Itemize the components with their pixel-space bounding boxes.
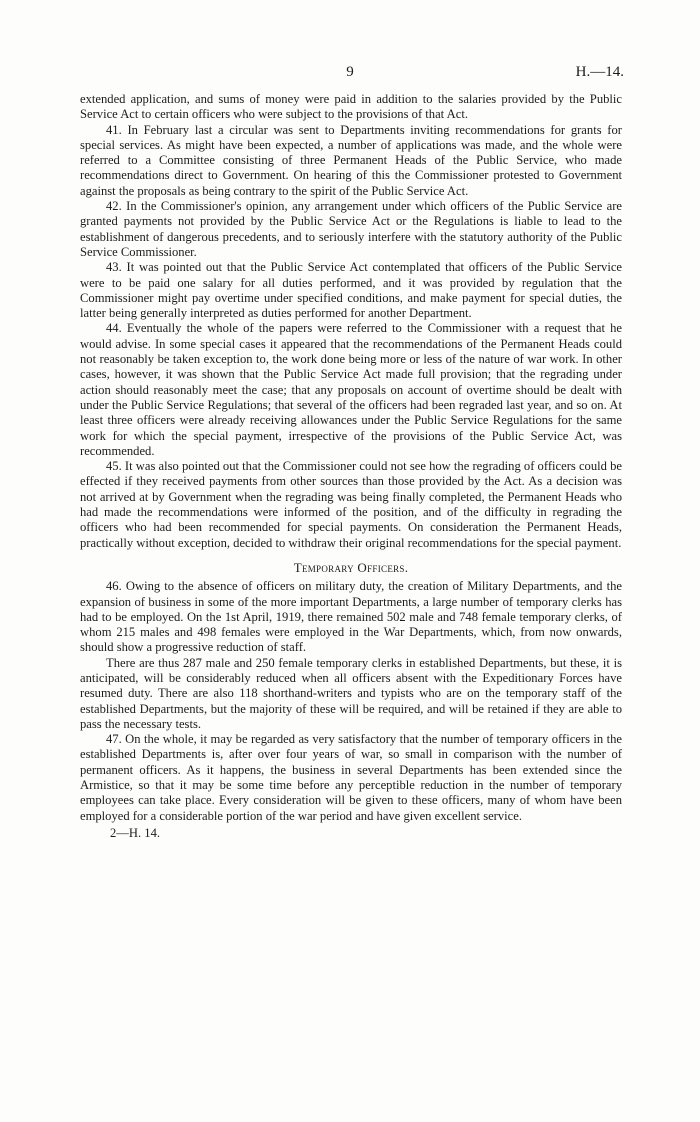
paragraph-43: 43. It was pointed out that the Public Service Act contemplated that officers of the Public Service were to be paid one salary for all duties performed, and it was provided by regulation that the Commissioner might pay overtime under specified conditions, and make payment for special duties, the latter being generally interpreted as duties performed for another Department.: [80, 260, 622, 321]
section-heading: Temporary Officers.: [293, 559, 409, 575]
document-reference: H.—14.: [575, 64, 624, 80]
paragraph-46: 46. Owing to the absence of officers on military duty, the creation of Military Departments, and the expansion of business in some of the more important Departments, a large number of temporary clerks has had to be employed. On the 1st April, 1919, there remained 502 male and 748 female temporary clerks, of whom 215 males and 498 females were employed in the War Departments, which, from now onwards, should show a progressive reduction of staff.: [80, 579, 622, 655]
paragraph-42: 42. In the Commissioner's opinion, any arrangement under which officers of the Public Service are granted payments not provided by the Public Service Act or the Regulations is liable to lead to the establishment of dangerous precedents, and to seriously interfere with the statutory authority of the Public Service Commissioner.: [80, 199, 622, 259]
page-header: [78, 64, 622, 84]
paragraph-44: 44. Eventually the whole of the papers were referred to the Commissioner with a request that he would advise. In some special cases it appeared that the recommendations of the Permanent Heads could not reasonably be taken exception to, the work done being more or less of the nature of war work. In other cases, however, it was shown that the Public Service Act made full provision; that the regrading under action should reasonably meet the case; that any proposals on account of overtime should be dealt with under the Public Service Regulations; that several of the officers had been regraded last year, and so on. At least three officers were already receiving allowances under the Public Service Regulations for the same work for which the special payment, irrespective of the provisions of the Public Service Act, was recommended.: [80, 321, 622, 458]
page-number: 9: [346, 64, 354, 80]
page-signature: 2—H. 14.: [110, 825, 161, 840]
paragraph-47: 47. On the whole, it may be regarded as very satisfactory that the number of temporary officers in the established Departments is, after over four years of war, so small in comparison with the number of permanent officers. As it happens, the business in several Departments has been extended since the Armistice, so that it may be some time before any perceptible reduction in the number of temporary employees can take place. Every consideration will be given to these officers, many of whom have been employed for a considerable portion of the war period and have given excellent service.: [80, 732, 622, 823]
body-text: [80, 92, 622, 841]
paragraph-41: 41. In February last a circular was sent to Departments inviting recommendations for grants for special services. As might have been expected, a number of applications was made, and the whole were referred to a Committee consisting of three Permanent Heads of the Public Service, who made recommendations direct to Government. On hearing of this the Commissioner protested to Government against the proposals as being contrary to the spirit of the Public Service Act.: [80, 122, 622, 198]
paragraph-45: 45. It was also pointed out that the Commissioner could not see how the regrading of officers could be effected if they received payments from other sources than those provided by the Act. As a decision was not arrived at by Government when the regrading was being finally completed, the Permanent Heads who had made the recommendations were informed of the position, and of the difficulty in regrading the officers who had been recommended for special payments. On consideration the Permanent Heads, practically without exception, decided to withdraw their original recommendations for the special payment.: [80, 459, 622, 550]
paragraph-continuation: extended application, and sums of money were paid in addition to the salaries provided by the Public Service Act to certain officers who were subject to the provisions of that Act.: [80, 92, 622, 122]
paragraph-46-continued: There are thus 287 male and 250 female temporary clerks in established Departments, but these, it is anticipated, will be considerably reduced when all officers absent with the Expeditionary Forces have resumed duty. There are also 118 shorthand-writers and typists who are on the temporary staff of the established Departments, but the majority of these will be required, and will be retained if they are able to pass the necessary tests.: [80, 655, 622, 731]
